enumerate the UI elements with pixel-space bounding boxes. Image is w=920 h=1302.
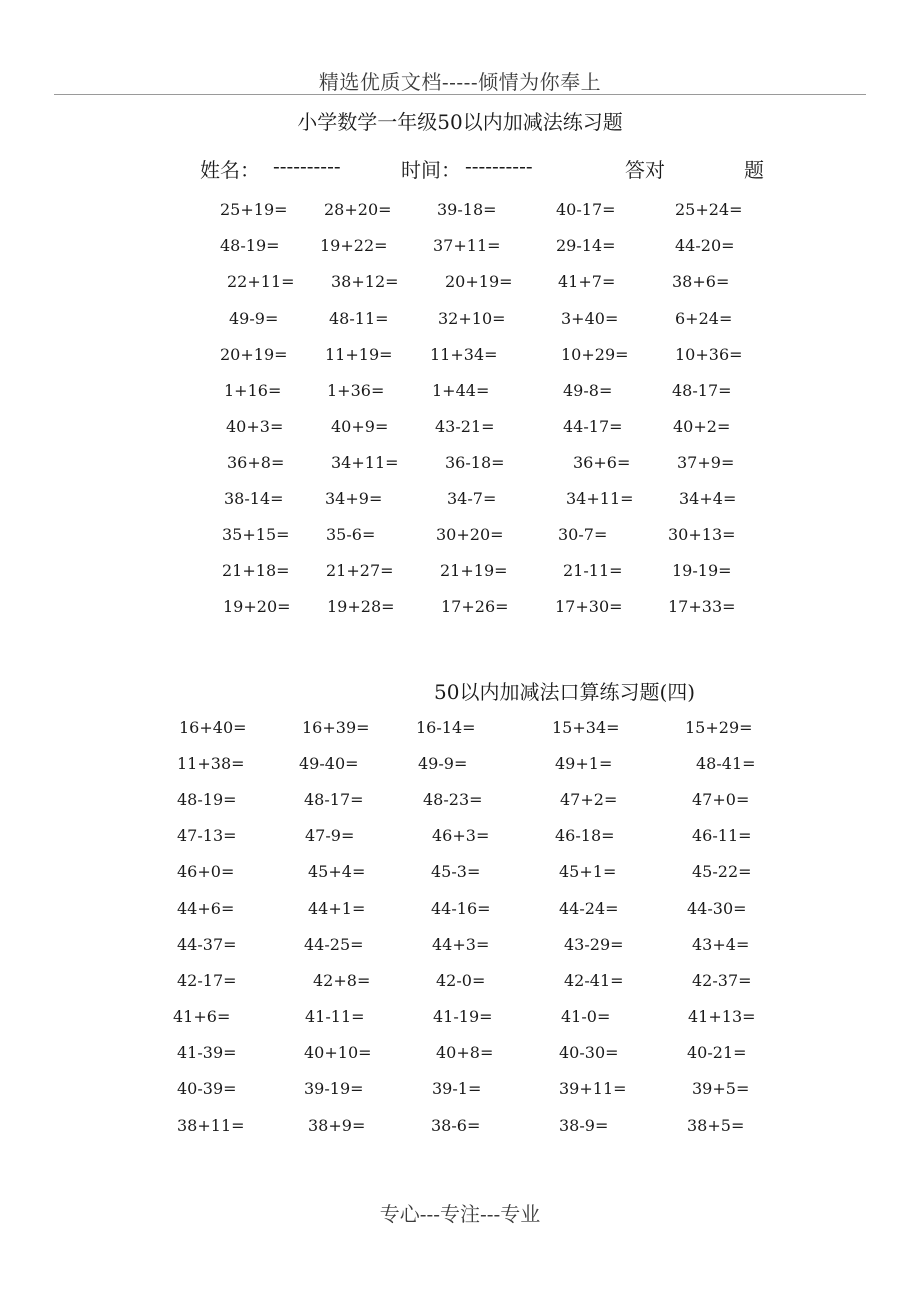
problem-cell: 42-37= — [692, 971, 752, 990]
problem-cell: 19+28= — [327, 597, 395, 616]
section2-title: 50以内加减法口算练习题(四) — [434, 680, 696, 704]
problem-cell: 44-30= — [687, 899, 747, 918]
problem-row — [0, 561, 920, 583]
problem-cell: 41-0= — [561, 1007, 611, 1026]
problem-cell: 40+9= — [331, 417, 389, 436]
problem-cell: 17+30= — [555, 597, 623, 616]
problem-cell: 10+36= — [675, 345, 743, 364]
problem-row — [0, 200, 920, 222]
problem-cell: 17+33= — [668, 597, 736, 616]
problem-cell: 25+19= — [220, 200, 288, 219]
problem-cell: 48-11= — [329, 309, 389, 328]
problem-cell: 22+11= — [227, 272, 295, 291]
problem-cell: 1+36= — [327, 381, 385, 400]
problem-cell: 19+20= — [223, 597, 291, 616]
problem-cell: 45+1= — [559, 862, 617, 881]
problem-cell: 40+3= — [226, 417, 284, 436]
problem-cell: 41+6= — [173, 1007, 231, 1026]
problem-cell: 44+6= — [177, 899, 235, 918]
problem-cell: 29-14= — [556, 236, 616, 255]
problem-row — [0, 826, 920, 848]
problem-row — [0, 597, 920, 619]
header-title: 精选优质文档-----倾情为你奉上 — [318, 70, 602, 94]
problem-row — [0, 754, 920, 776]
problem-cell: 38-6= — [431, 1116, 481, 1135]
problem-cell: 21+18= — [222, 561, 290, 580]
problem-cell: 30+13= — [668, 525, 736, 544]
problem-cell: 38+6= — [672, 272, 730, 291]
problem-cell: 49-8= — [563, 381, 613, 400]
problem-cell: 38+12= — [331, 272, 399, 291]
problem-row — [0, 345, 920, 367]
problem-cell: 39-19= — [304, 1079, 364, 1098]
problem-cell: 41-11= — [305, 1007, 365, 1026]
problem-cell: 40-39= — [177, 1079, 237, 1098]
problem-cell: 1+16= — [224, 381, 282, 400]
problem-cell: 43+4= — [692, 935, 750, 954]
problem-cell: 45-3= — [431, 862, 481, 881]
problem-cell: 44-20= — [675, 236, 735, 255]
problem-cell: 1+44= — [432, 381, 490, 400]
problem-cell: 38+11= — [177, 1116, 245, 1135]
problem-cell: 34+11= — [331, 453, 399, 472]
problem-cell: 47-9= — [305, 826, 355, 845]
problem-cell: 16-14= — [416, 718, 476, 737]
problem-cell: 48-17= — [672, 381, 732, 400]
problem-cell: 43-29= — [564, 935, 624, 954]
problem-row — [0, 862, 920, 884]
problem-cell: 17+26= — [441, 597, 509, 616]
problem-cell: 45+4= — [308, 862, 366, 881]
problem-cell: 42-41= — [564, 971, 624, 990]
problem-cell: 46-11= — [692, 826, 752, 845]
problem-cell: 44-16= — [431, 899, 491, 918]
time-label: 时间： — [401, 158, 461, 182]
problem-cell: 48-23= — [423, 790, 483, 809]
correct-label: 答对 — [625, 158, 665, 182]
problem-cell: 39-18= — [437, 200, 497, 219]
problem-cell: 42-17= — [177, 971, 237, 990]
problem-cell: 21+19= — [440, 561, 508, 580]
document-title: 小学数学一年级50以内加减法练习题 — [297, 110, 623, 134]
problem-row — [0, 381, 920, 403]
problem-row — [0, 489, 920, 511]
problem-cell: 16+39= — [302, 718, 370, 737]
problem-cell: 11+19= — [325, 345, 393, 364]
problem-row — [0, 417, 920, 439]
problem-row — [0, 309, 920, 331]
problem-cell: 40+2= — [673, 417, 731, 436]
problem-row — [0, 1116, 920, 1138]
problem-cell: 47+0= — [692, 790, 750, 809]
problem-cell: 39+5= — [692, 1079, 750, 1098]
problem-cell: 30+20= — [436, 525, 504, 544]
problem-cell: 46-18= — [555, 826, 615, 845]
problem-cell: 15+29= — [685, 718, 753, 737]
problem-cell: 35+15= — [222, 525, 290, 544]
problem-cell: 42-0= — [436, 971, 486, 990]
problem-cell: 25+24= — [675, 200, 743, 219]
problem-cell: 46+0= — [177, 862, 235, 881]
problem-row — [0, 1079, 920, 1101]
problem-cell: 11+34= — [430, 345, 498, 364]
problem-cell: 19+22= — [320, 236, 388, 255]
problem-cell: 44-37= — [177, 935, 237, 954]
questions-label: 题 — [744, 158, 764, 182]
problem-cell: 34+9= — [325, 489, 383, 508]
problem-cell: 34+11= — [566, 489, 634, 508]
problem-cell: 36+8= — [227, 453, 285, 472]
problem-cell: 44+1= — [308, 899, 366, 918]
problem-cell: 3+40= — [561, 309, 619, 328]
problem-cell: 35-6= — [326, 525, 376, 544]
problem-cell: 36+6= — [573, 453, 631, 472]
problem-cell: 11+38= — [177, 754, 245, 773]
problem-row — [0, 1007, 920, 1029]
problem-cell: 10+29= — [561, 345, 629, 364]
problem-cell: 47+2= — [560, 790, 618, 809]
problem-cell: 38+9= — [308, 1116, 366, 1135]
problem-cell: 30-7= — [558, 525, 608, 544]
problem-cell: 37+11= — [433, 236, 501, 255]
name-blank: ---------- — [273, 154, 341, 178]
problem-cell: 49-40= — [299, 754, 359, 773]
time-blank: ---------- — [465, 154, 533, 178]
header-divider — [54, 94, 866, 95]
problem-cell: 48-17= — [304, 790, 364, 809]
problem-row — [0, 236, 920, 258]
problem-cell: 41+7= — [558, 272, 616, 291]
problem-cell: 34+4= — [679, 489, 737, 508]
problem-cell: 41-19= — [433, 1007, 493, 1026]
problem-row — [0, 935, 920, 957]
problem-cell: 20+19= — [220, 345, 288, 364]
problem-cell: 32+10= — [438, 309, 506, 328]
problem-cell: 39+11= — [559, 1079, 627, 1098]
problem-cell: 28+20= — [324, 200, 392, 219]
problem-cell: 34-7= — [447, 489, 497, 508]
problem-cell: 19-19= — [672, 561, 732, 580]
problem-cell: 16+40= — [179, 718, 247, 737]
problem-cell: 49+1= — [555, 754, 613, 773]
problem-cell: 46+3= — [432, 826, 490, 845]
problem-cell: 40-21= — [687, 1043, 747, 1062]
problem-cell: 49-9= — [418, 754, 468, 773]
problem-cell: 36-18= — [445, 453, 505, 472]
problem-cell: 49-9= — [229, 309, 279, 328]
problem-cell: 42+8= — [313, 971, 371, 990]
problem-row — [0, 971, 920, 993]
problem-cell: 38-9= — [559, 1116, 609, 1135]
problem-cell: 15+34= — [552, 718, 620, 737]
name-label: 姓名： — [200, 158, 260, 182]
problem-cell: 38+5= — [687, 1116, 745, 1135]
problem-cell: 39-1= — [432, 1079, 482, 1098]
problem-row — [0, 1043, 920, 1065]
problem-row — [0, 718, 920, 740]
problem-cell: 44-25= — [304, 935, 364, 954]
problem-row — [0, 899, 920, 921]
problem-cell: 41+13= — [688, 1007, 756, 1026]
problem-cell: 47-13= — [177, 826, 237, 845]
problem-cell: 48-19= — [177, 790, 237, 809]
problem-cell: 40+8= — [436, 1043, 494, 1062]
problem-cell: 43-21= — [435, 417, 495, 436]
problem-cell: 40-17= — [556, 200, 616, 219]
problem-cell: 45-22= — [692, 862, 752, 881]
problem-cell: 48-19= — [220, 236, 280, 255]
problem-cell: 21-11= — [563, 561, 623, 580]
problem-cell: 41-39= — [177, 1043, 237, 1062]
problem-row — [0, 790, 920, 812]
problem-cell: 38-14= — [224, 489, 284, 508]
problem-cell: 37+9= — [677, 453, 735, 472]
problem-cell: 20+19= — [445, 272, 513, 291]
problem-row — [0, 272, 920, 294]
problem-cell: 40-30= — [559, 1043, 619, 1062]
problem-cell: 44-17= — [563, 417, 623, 436]
problem-row — [0, 525, 920, 547]
footer-text: 专心---专注---专业 — [379, 1202, 541, 1226]
problem-cell: 40+10= — [304, 1043, 372, 1062]
problem-cell: 6+24= — [675, 309, 733, 328]
problem-row — [0, 453, 920, 475]
problem-cell: 44+3= — [432, 935, 490, 954]
problem-cell: 48-41= — [696, 754, 756, 773]
problem-cell: 44-24= — [559, 899, 619, 918]
problem-cell: 21+27= — [326, 561, 394, 580]
